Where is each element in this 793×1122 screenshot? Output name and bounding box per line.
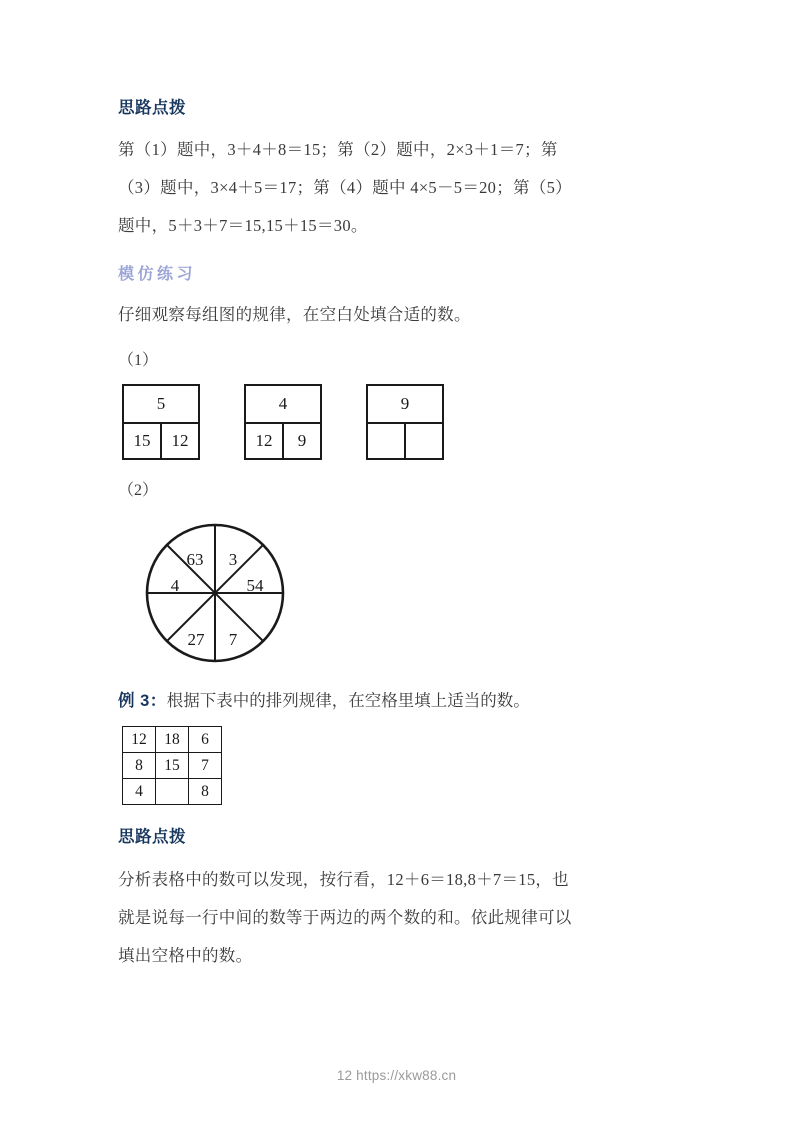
circle-value-top-right: 3 — [228, 550, 238, 570]
paragraph-line: 填出空格中的数。 — [118, 945, 253, 965]
practice-instruction: 仔细观察每组图的规律，在空白处填合适的数。 — [118, 305, 471, 325]
circle-value-right-upper: 54 — [246, 576, 264, 596]
paragraph-line: 题中，5＋3＋7＝15,15＋15＝30。 — [118, 216, 368, 236]
paragraph-line: 就是说每一行中间的数等于两边的两个数的和。依此规律可以 — [118, 907, 572, 927]
q1-box-3-bottom-left — [368, 424, 406, 458]
tip-paragraph-2 — [118, 861, 678, 975]
section-heading-tip-2: 思路点拨 — [118, 828, 186, 847]
circle-value-bottom-left: 27 — [187, 630, 205, 650]
q1-box-2-bottom-right: 9 — [297, 431, 307, 451]
spacer — [118, 245, 678, 265]
table-row — [123, 779, 222, 805]
example-3-grid-table — [122, 726, 222, 805]
table-cell-r3c1: 4 — [123, 779, 156, 805]
spacer — [118, 668, 678, 684]
q1-box-1-bottom — [124, 424, 198, 458]
table-cell-r3c3: 8 — [189, 779, 222, 805]
q1-box-1-bottom-left: 15 — [124, 424, 162, 458]
table-cell-r3c2 — [156, 779, 189, 805]
q1-box-1 — [122, 384, 200, 460]
q1-box-row — [122, 384, 678, 460]
q1-box-3-bottom-right — [406, 424, 442, 458]
q1-box-1-bottom-right: 12 — [171, 431, 189, 451]
q1-box-3 — [366, 384, 444, 460]
spacer — [118, 460, 678, 474]
question-label-2: （2） — [118, 482, 159, 500]
circle-value-left-upper: 4 — [170, 576, 180, 596]
paragraph-line: 分析表格中的数可以发现，按行看，12＋6＝18,8＋7＝15，也 — [118, 869, 569, 889]
circle-value-bottom-right: 7 — [228, 630, 238, 650]
table-cell-r1c1: 12 — [123, 727, 156, 753]
table-cell-r2c3: 7 — [189, 753, 222, 779]
example-text: 根据下表中的排列规律，在空格里填上适当的数。 — [166, 691, 530, 711]
section-heading-tip-1: 思路点拨 — [118, 99, 186, 117]
q1-box-3-top: 9 — [368, 386, 442, 424]
q1-box-1-top: 5 — [124, 386, 198, 424]
table-cell-r2c2: 15 — [156, 753, 189, 779]
example-heading — [118, 684, 678, 718]
table-row — [123, 753, 222, 779]
q1-box-3-bottom — [368, 424, 442, 458]
table-cell-r1c2: 18 — [156, 727, 189, 753]
q1-box-2-bottom — [246, 424, 320, 458]
document-content — [118, 98, 678, 975]
circle-svg — [140, 518, 290, 668]
q1-box-2-top: 4 — [246, 386, 320, 424]
q2-circle-diagram — [140, 518, 290, 668]
example-tag: 例 3： — [118, 692, 167, 711]
tip-paragraph-1 — [118, 131, 678, 245]
table-cell-r2c1: 8 — [123, 753, 156, 779]
section-heading-practice: 模仿练习 — [118, 266, 197, 284]
spacer — [118, 334, 678, 344]
circle-value-top-left: 63 — [186, 550, 204, 570]
table-cell-r1c3: 6 — [189, 727, 222, 753]
q1-box-2-bottom-left: 12 — [246, 424, 284, 458]
question-label-1: （1） — [118, 352, 159, 370]
spacer — [118, 805, 678, 827]
footer-watermark: 12 https://xkw88.cn — [336, 1068, 457, 1083]
paragraph-line: 第（1）题中，3＋4＋8＝15；第（2）题中，2×3＋1＝7；第 — [118, 140, 558, 160]
q1-box-2 — [244, 384, 322, 460]
paragraph-line: （3）题中，3×4＋5＝17；第（4）题中 4×5－5＝20；第（5） — [118, 178, 572, 198]
table-row — [123, 727, 222, 753]
